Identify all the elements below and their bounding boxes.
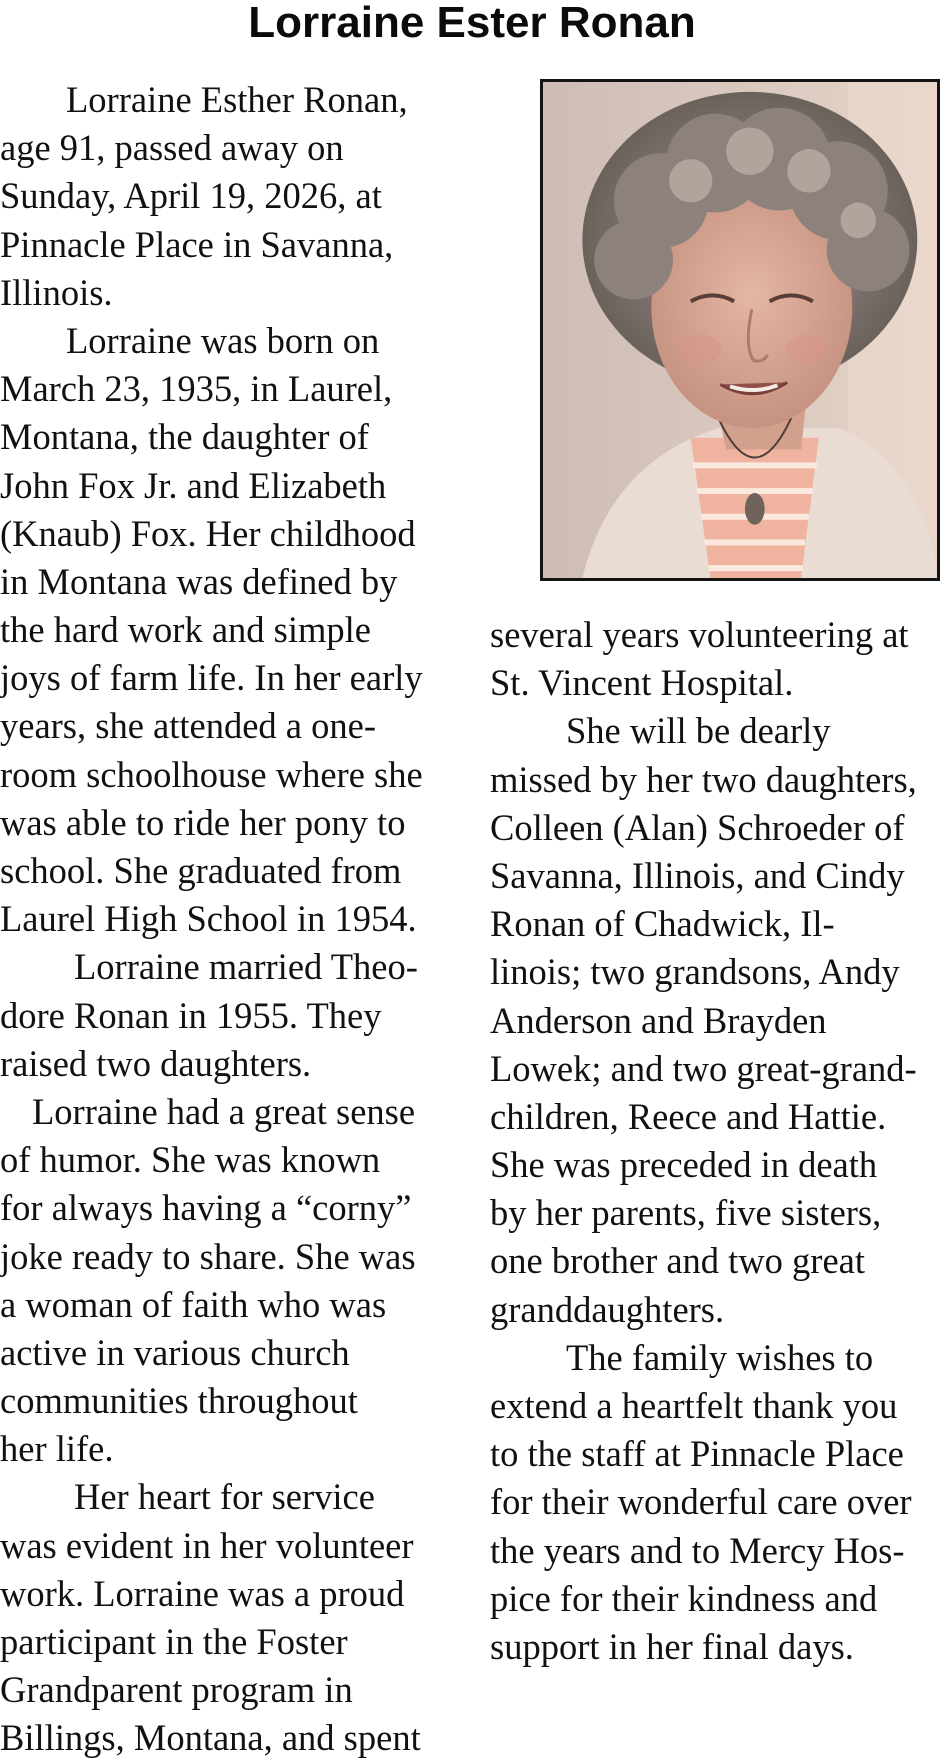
text-line: Colleen (Alan) Schroeder of [490,806,905,848]
text-line: Savanna, Illinois, and Cindy [490,854,905,896]
text-line: support in her final days. [490,1625,854,1667]
obituary-title: Lorraine Ester Ronan [248,0,696,47]
text-line: Grandparent program in [0,1669,353,1711]
text-line: raised two daughters. [0,1042,312,1084]
text-line: the hard work and simple [0,609,371,651]
text-line: missed by her two daughters, [490,758,917,800]
text-line: dore Ronan in 1955. They [0,994,382,1036]
text-line: extend a heartfelt thank you [490,1385,898,1426]
text-line: was able to ride her pony to [0,801,406,843]
text-line: age 91, passed away on [0,127,344,169]
text-line: of humor. She was known [0,1139,381,1181]
text-line: granddaughters. [490,1288,725,1330]
text-line: Illinois. [0,271,113,313]
text-line: work. Lorraine was a proud [0,1572,405,1614]
text-line: participant in the Foster [0,1621,348,1662]
text-line: for their wonderful care over [490,1481,912,1523]
text-line: children, Reece and Hattie. [490,1095,887,1137]
text-line: joke ready to share. She was [0,1235,416,1277]
obituary-right-column [490,611,944,1671]
portrait-image [543,82,937,578]
text-line: was evident in her volunteer [0,1524,414,1566]
text-line: She will be dearly [566,710,831,752]
text-line: Sunday, April 19, 2026, at [0,175,382,217]
text-line: the years and to Mercy Hos- [490,1529,905,1571]
text-line: Lorraine married Theo- [74,946,418,988]
text-line: Laurel High School in 1954. [0,898,417,940]
text-line: communities throughout [0,1380,358,1422]
text-line: St. Vincent Hospital. [490,662,794,704]
text-line: room schoolhouse where she [0,753,423,795]
text-line: school. She graduated from [0,850,402,891]
text-line: Billings, Montana, and spent [0,1717,421,1759]
text-line: pice for their kindness and [490,1577,878,1619]
text-line: The family wishes to [566,1336,874,1378]
text-line: March 23, 1935, in Laurel, [0,368,393,410]
text-line: one brother and two great [490,1240,865,1282]
text-line: Lorraine was born on [66,319,380,361]
text-line: John Fox Jr. and Elizabeth [0,464,387,506]
text-line: Ronan of Chadwick, Il- [490,903,835,945]
text-line: Pinnacle Place in Savanna, [0,223,394,265]
text-line: linois; two grandsons, Andy [490,951,900,993]
portrait-photo [540,79,940,581]
text-line: Lorraine had a great sense [32,1090,416,1132]
text-line: Lorraine Esther Ronan, [66,79,408,120]
text-line: a woman of faith who was [0,1283,387,1325]
text-line: Anderson and Brayden [490,999,827,1041]
text-line: her life. [0,1428,114,1470]
text-line: by her parents, five sisters, [490,1192,882,1234]
obituary-left-column [0,76,460,1763]
text-line: Montana, the daughter of [0,416,369,458]
text-line: She was preceded in death [490,1144,878,1186]
text-line: Lowek; and two great-grand- [490,1047,917,1089]
text-line: in Montana was defined by [0,560,398,602]
text-line: joys of farm life. In her early [0,657,423,699]
text-line: active in various church [0,1331,350,1373]
text-line: Her heart for service [74,1476,375,1518]
text-line: (Knaub) Fox. Her childhood [0,512,416,554]
text-line: several years volunteering at [490,614,909,655]
text-line: to the staff at Pinnacle Place [490,1433,904,1475]
text-line: for always having a “corny” [0,1187,412,1229]
text-line: years, she attended a one- [0,705,376,747]
